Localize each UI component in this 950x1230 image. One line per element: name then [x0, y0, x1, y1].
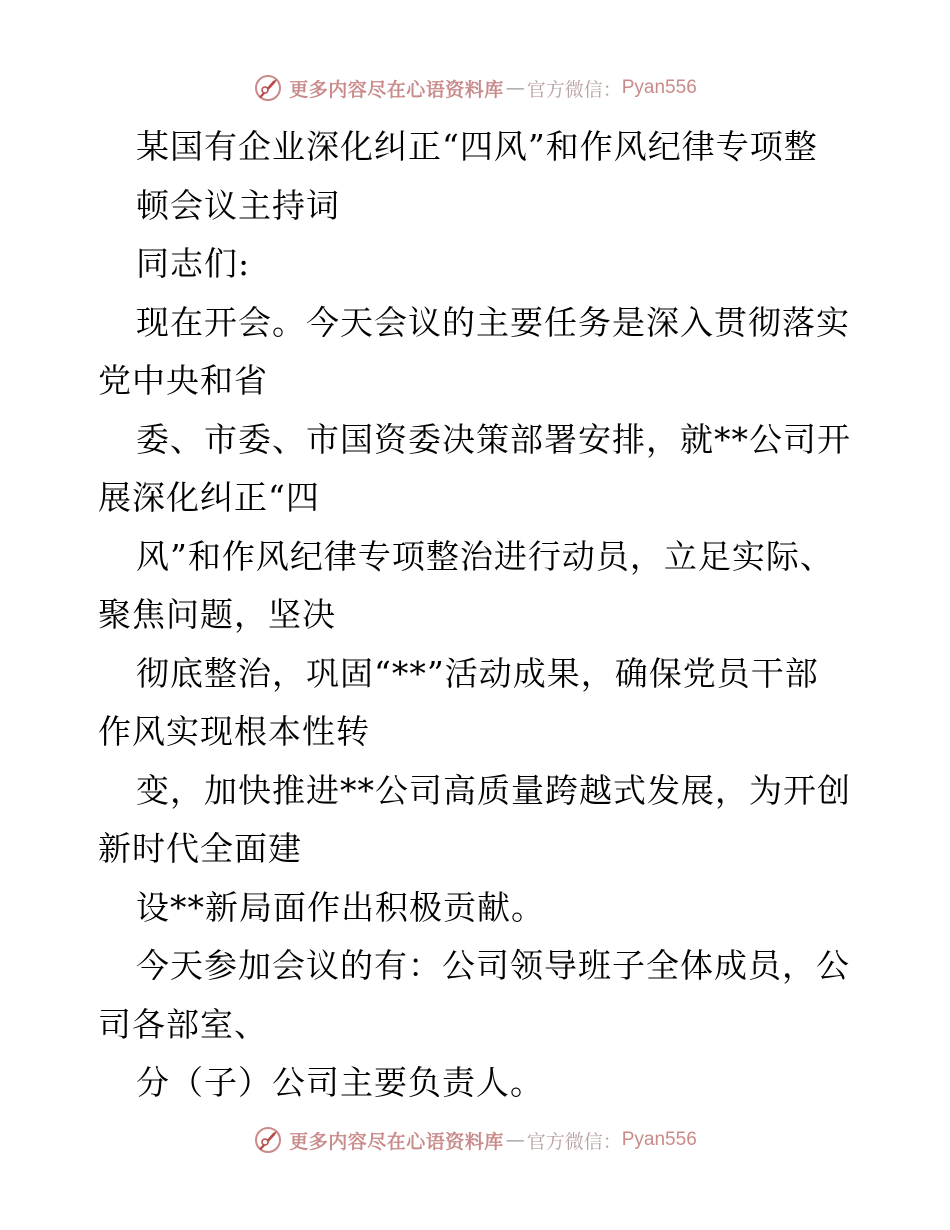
banner-separator: — [505, 77, 525, 99]
banner-wechat-id: Pyan556 [621, 77, 697, 98]
banner-wechat-label: 官方微信： [526, 1130, 622, 1153]
doc-line: 展深化纠正“四 [98, 478, 320, 517]
doc-line: 彻底整治，巩固“**”活动成果，确保党员干部 [136, 653, 819, 693]
banner-separator: — [505, 1129, 525, 1151]
footer-watermark-banner [0, 1120, 950, 1160]
quill-pen-seal-icon [253, 73, 283, 103]
doc-line: 新时代全面建 [98, 829, 302, 868]
header-watermark-banner [0, 68, 950, 108]
doc-line: 变，加快推进**公司高质量跨越式发展，为开创 [136, 770, 851, 810]
quill-pen-seal-icon [253, 1125, 283, 1155]
banner-wechat-label: 官方微信： [526, 78, 622, 101]
doc-line: 聚焦问题，坚决 [98, 595, 336, 634]
doc-line: 设**新局面作出积极贡献。 [136, 887, 545, 927]
document-body [98, 118, 868, 1113]
doc-line: 同志们: [136, 244, 251, 283]
doc-line: 现在开会。今天会议的主要任务是深入贯彻落实 [136, 302, 850, 342]
doc-line: 风”和作风纪律专项整治进行动员，立足实际、 [136, 536, 834, 576]
doc-line: 党中央和省 [98, 361, 268, 400]
doc-title-line-1: 某国有企业深化纠正“四风”和作风纪律专项整 [136, 127, 818, 166]
doc-title-line-2: 顿会议主持词 [136, 185, 340, 225]
doc-line: 今天参加会议的有：公司领导班子全体成员，公 [136, 946, 850, 985]
doc-line: 分（子）公司主要负责人。 [136, 1063, 544, 1102]
doc-line: 司各部室、 [98, 1004, 268, 1044]
doc-line: 委、市委、市国资委决策部署安排，就**公司开 [136, 419, 851, 459]
doc-line: 作风实现根本性转 [98, 712, 370, 751]
banner-site-text: 更多内容尽在心语资料库 [289, 1130, 504, 1153]
banner-site-text: 更多内容尽在心语资料库 [289, 78, 504, 101]
banner-wechat-id: Pyan556 [621, 1129, 697, 1150]
